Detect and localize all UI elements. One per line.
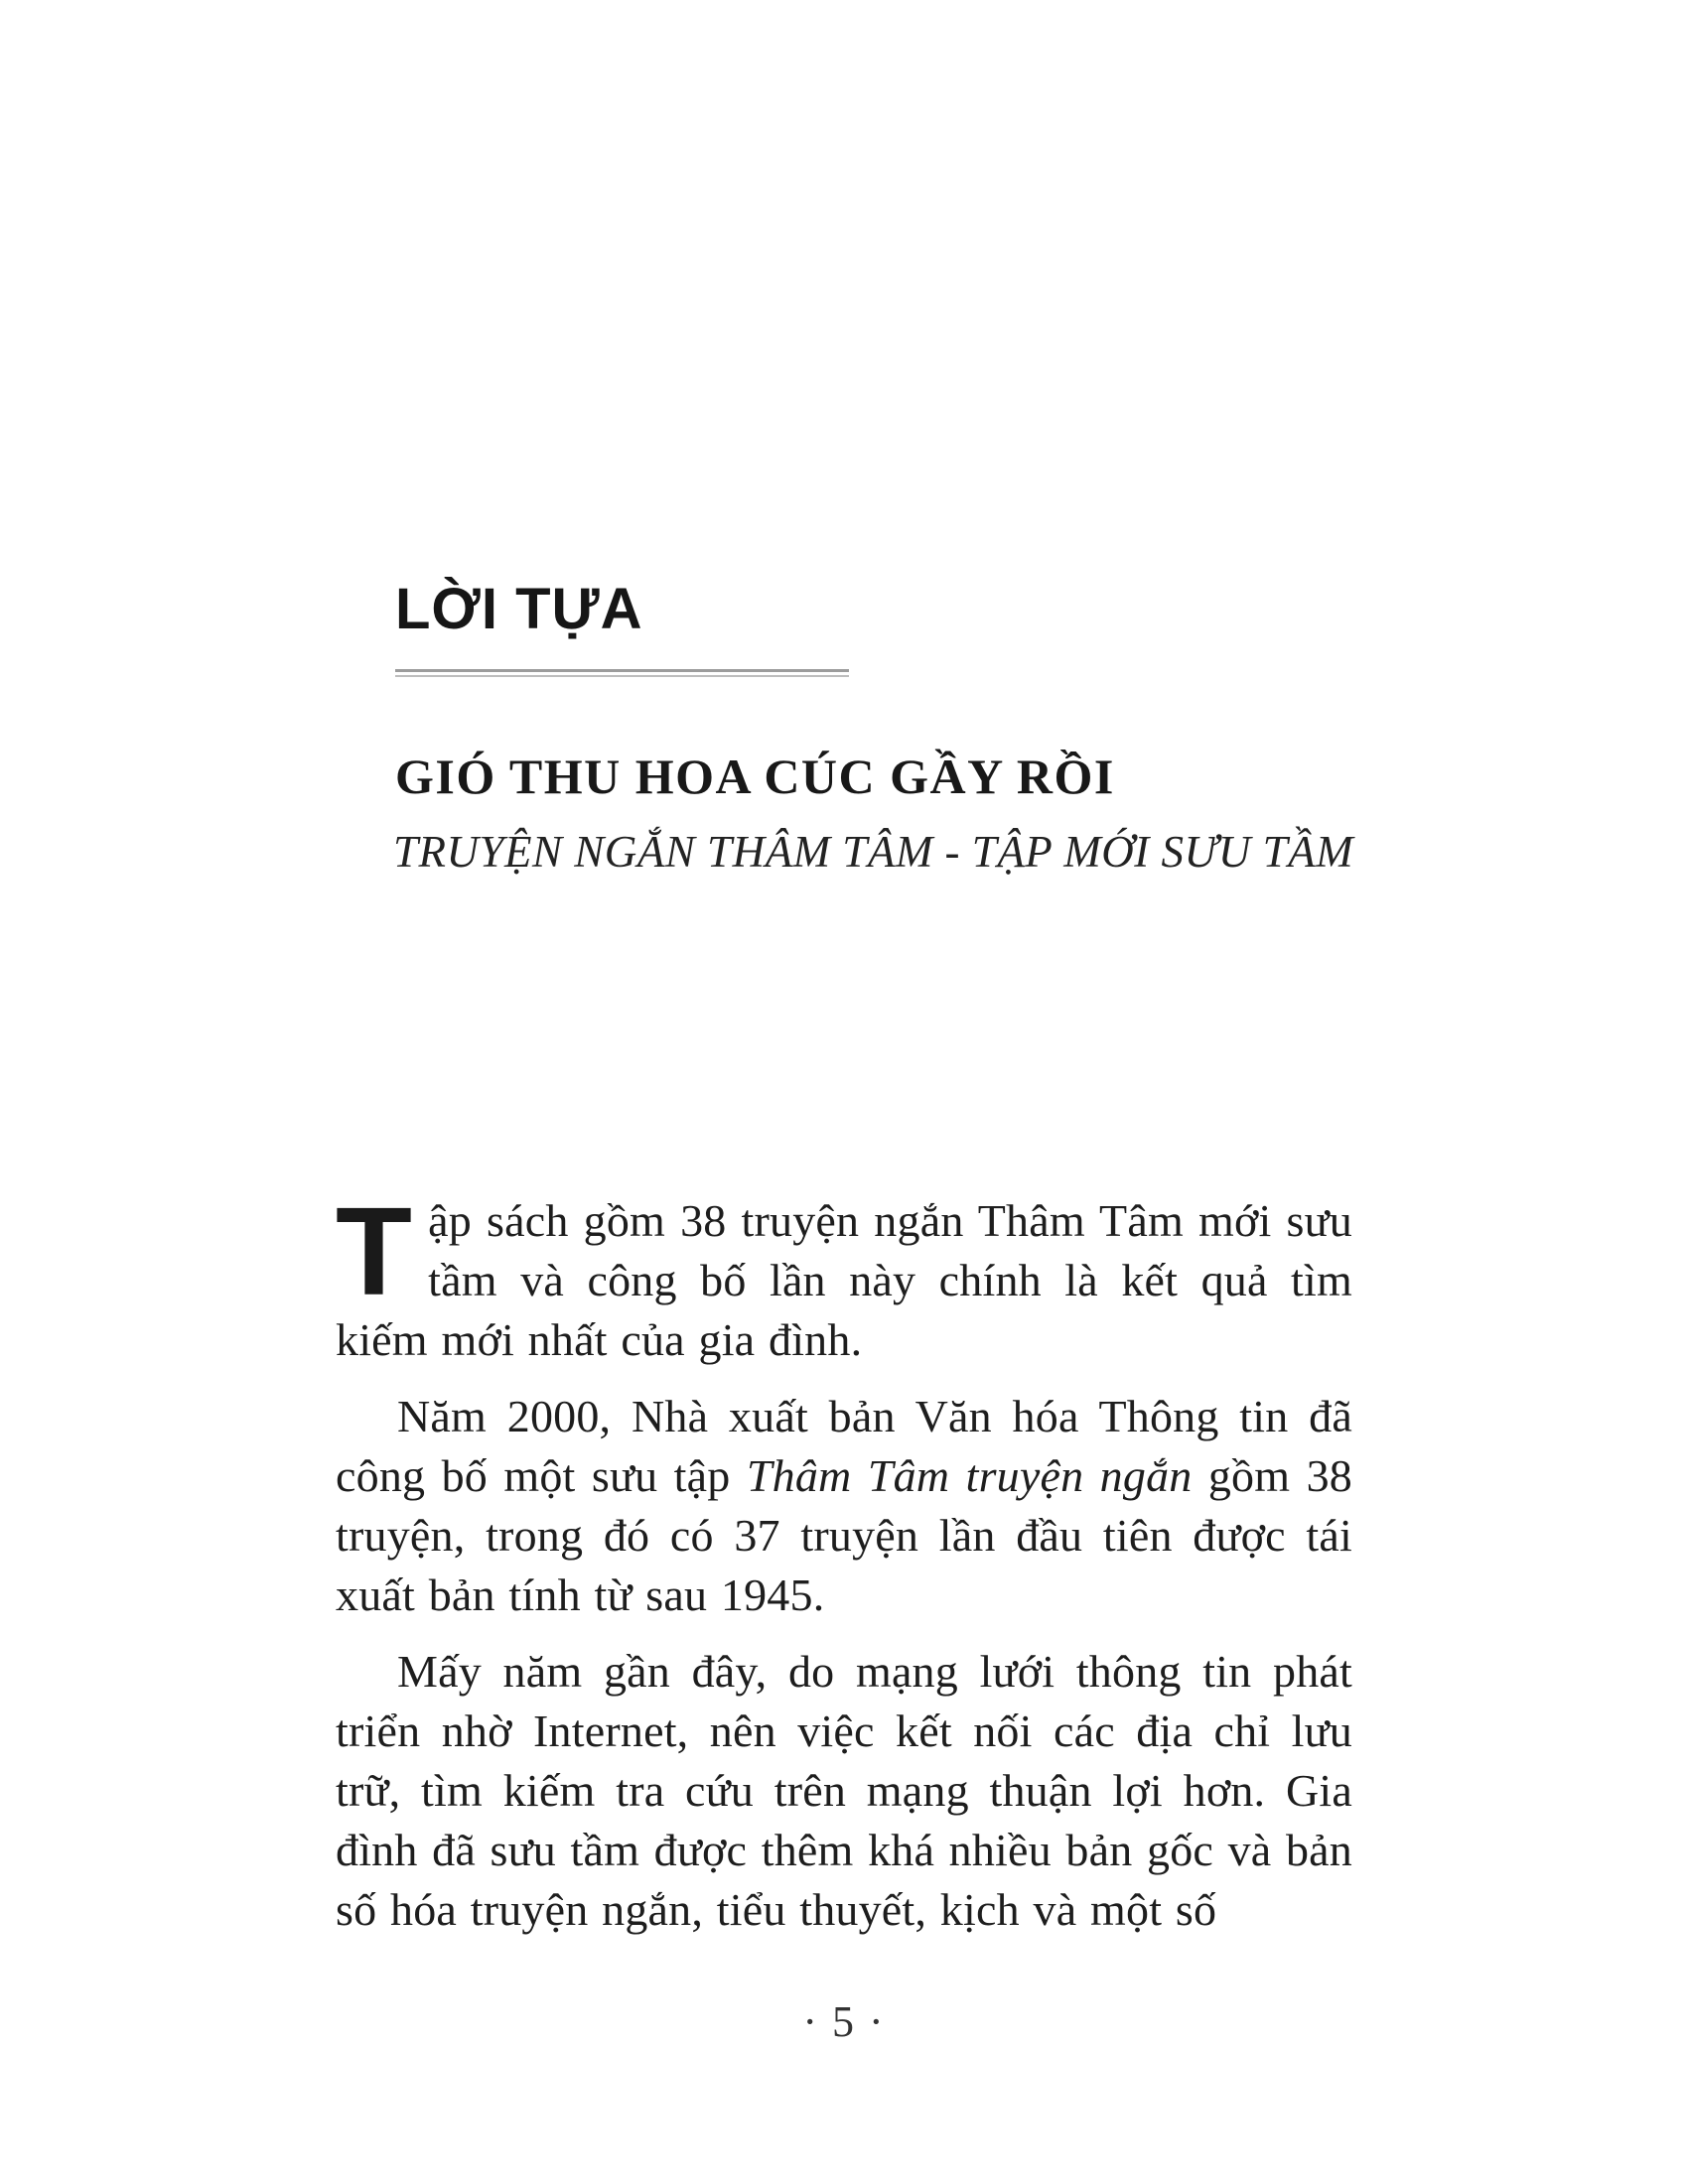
- title-divider-rule: [395, 669, 849, 677]
- text-segment: ập sách gồm 38 truyện ngắn Thâm Tâm mới sưu tầm và công bố lần này chính là kết quả tìm kiếm mới nhất của gia đình.: [336, 1195, 1352, 1365]
- paragraph: [336, 1642, 1352, 1940]
- body-text: [336, 1181, 1352, 1940]
- page-title: LỜI TỰA: [395, 577, 643, 641]
- drop-cap: T: [336, 1181, 413, 1321]
- text-segment: gồm 38 truyện, trong đó có 37 truyện lần đầu tiên được tái xuất bản tính từ sau 1945.: [336, 1450, 1352, 1620]
- paragraph: [336, 1387, 1352, 1625]
- book-subtitle: TRUYỆN NGẮN THÂM TÂM - TẬP MỚI SƯU TẦM: [393, 827, 1354, 877]
- italic-text-segment: Thâm Tâm truyện ngắn: [746, 1450, 1193, 1501]
- paragraph: [336, 1181, 1352, 1370]
- book-title: GIÓ THU HOA CÚC GẦY RỒI: [395, 749, 1115, 804]
- text-segment: Năm 2000, Nhà xuất bản Văn hóa Thông tin đã công bố một sưu tập: [336, 1391, 1352, 1501]
- page-number: · 5 ·: [802, 1997, 886, 2046]
- text-segment: Mấy năm gần đây, do mạng lưới thông tin phát triển nhờ Internet, nên việc kết nối các địa chỉ lưu trữ, tìm kiếm tra cứu trên mạng thuận lợi hơn. Gia đình đã sưu tầm được thêm khá nhiều bản gốc và bản số hóa truyện ngắn, tiểu thuyết, kịch và một số: [336, 1646, 1352, 1935]
